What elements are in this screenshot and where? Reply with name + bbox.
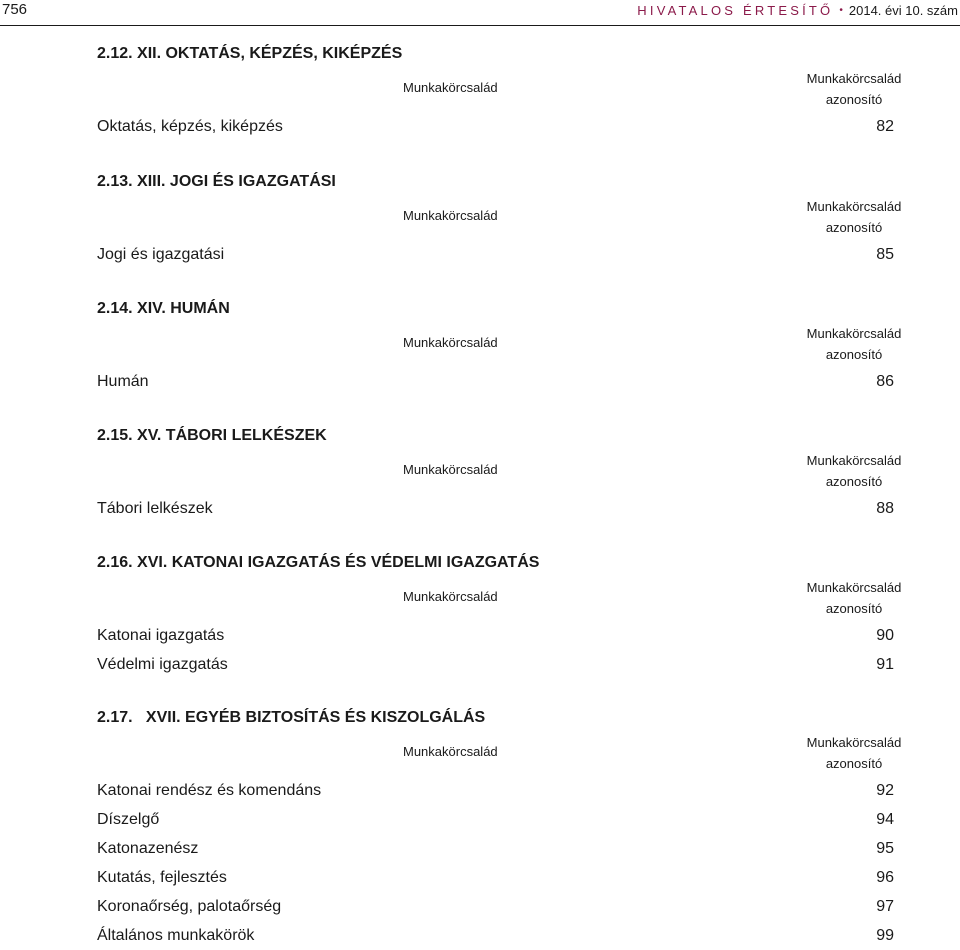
column-id-line2: azonosító [825,601,883,616]
row-id: 90 [876,627,894,644]
column-id-line1: Munkakörcsalád [806,580,902,595]
column-header [97,448,902,494]
row-name: Oktatás, képzés, kiképzés [97,118,283,135]
table-row [97,367,897,396]
row-id: 99 [876,927,894,944]
column-id-line2: azonosító [825,347,883,362]
section-heading: 2.17. XVII. EGYÉB BIZTOSÍTÁS ÉS KISZOLGÁLÁS [97,709,486,726]
row-id: 94 [876,811,894,828]
row-name: Védelmi igazgatás [97,656,228,673]
column-id-label [804,68,904,110]
column-id-label [804,732,904,774]
section-jogi [97,170,902,269]
table-row [97,863,897,892]
table-row [97,650,897,679]
column-header [97,730,902,776]
column-id-line2: azonosító [825,756,883,771]
row-name: Általános munkakörök [97,927,255,944]
section-katonai-igazgatas [97,551,902,679]
row-id: 97 [876,898,894,915]
row-name: Katonai rendész és komendáns [97,782,322,799]
table-row [97,776,897,805]
row-name: Koronaőrség, palotaőrség [97,898,282,915]
separator-bullet: • [839,5,843,16]
table-row [97,805,897,834]
column-family-label: Munkakörcsalád [403,744,498,759]
section-heading: 2.14. XIV. HUMÁN [97,300,230,317]
row-id: 85 [876,246,894,263]
column-id-line2: azonosító [825,92,883,107]
column-id-line1: Munkakörcsalád [806,453,902,468]
column-family-label: Munkakörcsalád [403,335,498,350]
table-row [97,892,897,921]
column-header [97,66,902,112]
row-name: Katonazenész [97,840,199,857]
column-id-line2: azonosító [825,220,883,235]
row-id: 91 [876,656,894,673]
section-heading: 2.13. XIII. JOGI ÉS IGAZGATÁSI [97,173,336,190]
column-id-label [804,577,904,619]
section-oktatas [97,42,902,141]
column-header [97,575,902,621]
column-family-label: Munkakörcsalád [403,80,498,95]
row-id: 82 [876,118,894,135]
section-egyeb-biztositas [97,706,902,950]
column-id-label [804,196,904,238]
column-id-label [804,450,904,492]
section-heading: 2.12. XII. OKTATÁS, KÉPZÉS, KIKÉPZÉS [97,45,403,62]
table-row [97,112,897,141]
row-name: Katonai igazgatás [97,627,225,644]
column-header [97,194,902,240]
column-header [97,321,902,367]
row-name: Tábori lelkészek [97,500,213,517]
row-name: Kutatás, fejlesztés [97,869,227,886]
row-name: Díszelgő [97,811,160,828]
section-heading: 2.16. XVI. KATONAI IGAZGATÁS ÉS VÉDELMI IGAZGATÁS [97,554,540,571]
column-id-line1: Munkakörcsalád [806,71,902,86]
row-name: Humán [97,373,149,390]
journal-issue: 2014. évi 10. szám [848,3,958,18]
page-number: 756 [2,1,28,18]
column-id-line1: Munkakörcsalád [806,326,902,341]
page-header [0,0,960,26]
table-row [97,494,897,523]
section-heading: 2.15. XV. TÁBORI LELKÉSZEK [97,427,327,444]
section-tabori-lelkeszek [97,424,902,523]
table-row [97,921,897,950]
table-row [97,621,897,650]
table-row [97,834,897,863]
column-family-label: Munkakörcsalád [403,589,498,604]
row-id: 92 [876,782,894,799]
row-name: Jogi és igazgatási [97,246,225,263]
table-row [97,240,897,269]
column-id-line2: azonosító [825,474,883,489]
column-id-line1: Munkakörcsalád [806,735,902,750]
row-id: 95 [876,840,894,857]
row-id: 88 [876,500,894,517]
section-human [97,297,902,396]
column-id-line1: Munkakörcsalád [806,199,902,214]
row-id: 86 [876,373,894,390]
column-id-label [804,323,904,365]
journal-info [637,3,958,18]
journal-title: HIVATALOS ÉRTESÍTŐ [637,3,834,18]
column-family-label: Munkakörcsalád [403,462,498,477]
row-id: 96 [876,869,894,886]
column-family-label: Munkakörcsalád [403,208,498,223]
